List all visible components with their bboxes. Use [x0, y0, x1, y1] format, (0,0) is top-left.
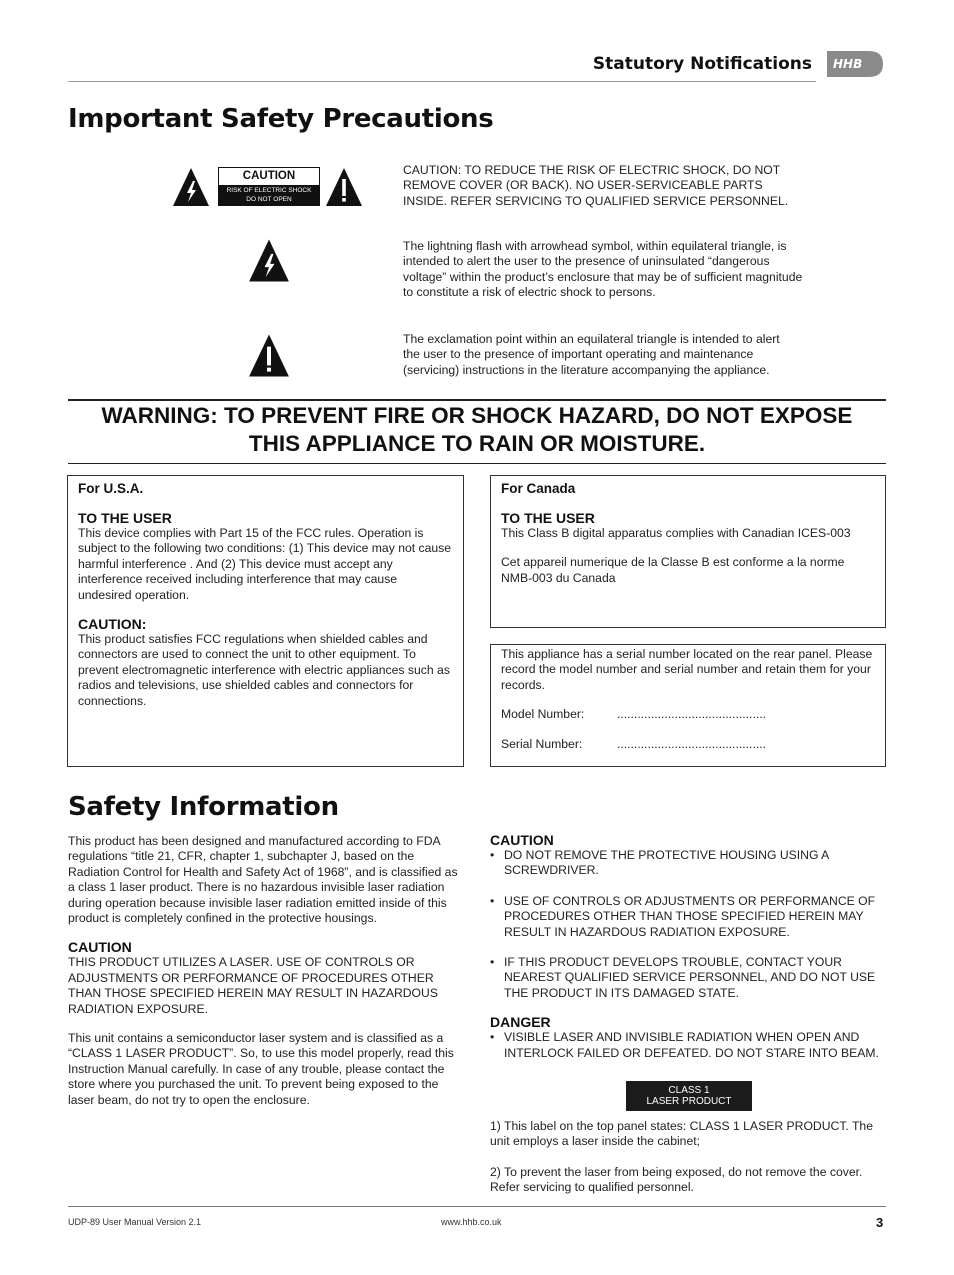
warning-top-rule — [68, 399, 886, 401]
serial-box — [490, 644, 886, 767]
safety-caution-text: THIS PRODUCT UTILIZES A LASER. USE OF CONTROLS OR ADJUSTMENTS OR PERFORMANCE OF PROCEDURES OTHER THAN THOSE SPECIFIED HEREIN MAY RESULT IN HAZARDOUS RADIATION EXPOSURE. — [68, 955, 438, 1016]
logo-text: HHB — [833, 57, 863, 71]
exclamation-description: The exclamation point within an equilateral triangle is intended to alert the user to the presence of important operating and maintenance (servicing) instructions in the literature accompanying the appliance. — [403, 332, 780, 377]
danger-item: • VISIBLE LASER AND INVISIBLE RADIATION WHEN OPEN AND INTERLOCK FAILED OR DEFEATED. DO NOT STARE INTO BEAM. — [490, 1030, 888, 1061]
precautions-title: Important Safety Precautions — [68, 104, 494, 134]
caution-item-text: IF THIS PRODUCT DEVELOPS TROUBLE, CONTACT YOUR NEAREST QUALIFIED SERVICE PERSONNEL, AND DO NOT USE THE PRODUCT IN ITS DAMAGED STATE. — [504, 955, 876, 1000]
safety-intro: This product has been designed and manufactured according to FDA regulations “title 21, CFR, chapter 1, subchapter J, based on the Radiation Control for Health and Safety Act of 1968”, and is classified as a class 1 laser product. There is no hazardous invisible laser radiation during operation because invisible laser radiation emitted inside of this product is completely confined in the protective housings. — [68, 834, 458, 926]
lightning-triangle-icon-large — [248, 238, 290, 283]
caution-item-text: DO NOT REMOVE THE PROTECTIVE HOUSING USING A SCREWDRIVER. — [504, 848, 829, 878]
exclamation-triangle-icon-large — [248, 333, 290, 378]
class1-laser-label — [626, 1081, 752, 1111]
laser-note-1: 1) This label on the top panel states: CLASS 1 LASER PRODUCT. The unit employs a laser inside the cabinet; — [490, 1119, 873, 1149]
safety-title: Safety Information — [68, 792, 339, 822]
footer-rule — [68, 1206, 886, 1207]
caution-item: • DO NOT REMOVE THE PROTECTIVE HOUSING USING A SCREWDRIVER. — [490, 848, 888, 879]
usa-user-heading: TO THE USER — [78, 510, 172, 526]
right-caution-heading: CAUTION — [490, 832, 554, 848]
header-title: Statutory Notifications — [592, 54, 812, 74]
lightning-description: The lightning flash with arrowhead symbol, within equilateral triangle, is intended to alert the user to the presence of uninsulated “dangerous voltage” within the product’s enclosure that may be of sufficient magnitude to constitute a risk of electric shock to persons. — [403, 239, 803, 300]
usa-heading: For U.S.A. — [78, 481, 144, 496]
canada-heading: For Canada — [501, 481, 576, 496]
caution-label-title: CAUTION — [219, 168, 319, 185]
serial-number-label: Serial Number: — [501, 736, 583, 751]
danger-item-text: VISIBLE LASER AND INVISIBLE RADIATION WHEN OPEN AND INTERLOCK FAILED OR DEFEATED. DO NOT STARE INTO BEAM. — [504, 1030, 879, 1060]
laser-note-2: 2) To prevent the laser from being exposed, do not remove the cover. Refer servicing to qualified personnel. — [490, 1165, 863, 1195]
serial-number-value: ............................................ — [617, 736, 766, 751]
serial-number-row — [501, 737, 875, 752]
safety-right-column — [490, 832, 888, 1061]
footer-url[interactable]: www.hhb.co.uk — [441, 1217, 502, 1227]
canada-user-heading: TO THE USER — [501, 510, 595, 526]
caution-label-line2: DO NOT OPEN — [246, 196, 292, 203]
caution-item: • USE OF CONTROLS OR ADJUSTMENTS OR PERFORMANCE OF PROCEDURES OTHER THAN THOSE SPECIFIED HEREIN MAY RESULT IN HAZARDOUS RADIATION EXPOSURE. — [490, 894, 888, 940]
exclamation-triangle-icon — [325, 167, 363, 207]
canada-user-text: This Class B digital apparatus complies with Canadian ICES-003 — [501, 526, 851, 540]
safety-left-column — [68, 834, 466, 1108]
laser-label-line2: LASER PRODUCT — [646, 1096, 732, 1107]
canada-french-text: Cet appareil numerique de la Classe B est conforme a la norme NMB-003 du Canada — [501, 555, 845, 585]
model-number-value: ............................................ — [617, 707, 766, 722]
model-number-label: Model Number: — [501, 707, 585, 722]
usa-caution-heading: CAUTION: — [78, 616, 147, 633]
danger-heading: DANGER — [490, 1014, 551, 1031]
footer-manual: UDP-89 User Manual Version 2.1 — [68, 1217, 202, 1227]
lightning-triangle-icon — [172, 167, 210, 207]
warning-bottom-rule — [68, 463, 886, 464]
warning-banner — [68, 402, 886, 458]
caution-text: CAUTION: TO REDUCE THE RISK OF ELECTRIC SHOCK, DO NOT REMOVE COVER (OR BACK). NO USER-SERVICEABLE PARTS INSIDE. REFER SERVICING TO QUALIFIED SERVICE PERSONNEL. — [403, 163, 789, 208]
safety-laser-text: This unit contains a semiconductor laser system and is classified as a “CLASS 1 LASER PRODUCT”. So, to use this model properly, read this Instruction Manual carefully. In case of any trouble, please contact the store where you purchased the unit. To prevent being exposed to the laser beam, do not try to open the enclosure. — [68, 1031, 454, 1107]
canada-box — [490, 475, 886, 628]
safety-caution-heading: CAUTION — [68, 939, 132, 956]
serial-text: This appliance has a serial number located on the rear panel. Please record the model number and serial number and retain them for your records. — [501, 647, 873, 692]
page-number: 3 — [876, 1215, 884, 1230]
laser-label-line1: CLASS 1 — [668, 1085, 710, 1096]
hhb-logo — [823, 49, 885, 79]
usa-caution-text: This product satisfies FCC regulations when shielded cables and connectors are used to connect the unit to other equipment. To prevent electromagnetic interference with electric appliances such as radios and televisions, use shielded cables and connectors for connections. — [78, 632, 450, 708]
usa-box — [67, 475, 464, 767]
warning-line2: THIS APPLIANCE TO RAIN OR MOISTURE. — [248, 431, 706, 456]
warning-line1: WARNING: TO PREVENT FIRE OR SHOCK HAZARD, DO NOT EXPOSE — [101, 403, 853, 428]
caution-item: • IF THIS PRODUCT DEVELOPS TROUBLE, CONTACT YOUR NEAREST QUALIFIED SERVICE PERSONNEL, AND DO NOT USE THE PRODUCT IN ITS DAMAGED STATE. — [490, 955, 888, 1001]
caution-item-text: USE OF CONTROLS OR ADJUSTMENTS OR PERFORMANCE OF PROCEDURES OTHER THAN THOSE SPECIFIED HEREIN MAY RESULT IN HAZARDOUS RADIATION EXPOSURE. — [504, 893, 876, 939]
caution-label-line1: RISK OF ELECTRIC SHOCK — [226, 187, 312, 194]
header-rule — [68, 81, 816, 82]
usa-user-text: This device complies with Part 15 of the FCC rules. Operation is subject to the following two conditions: (1) This device may not cause harmful interference . And (2) This device must accept any interference received including interference that may cause undesired operation. — [78, 526, 452, 602]
model-number-row — [501, 707, 875, 722]
caution-label — [218, 167, 320, 206]
